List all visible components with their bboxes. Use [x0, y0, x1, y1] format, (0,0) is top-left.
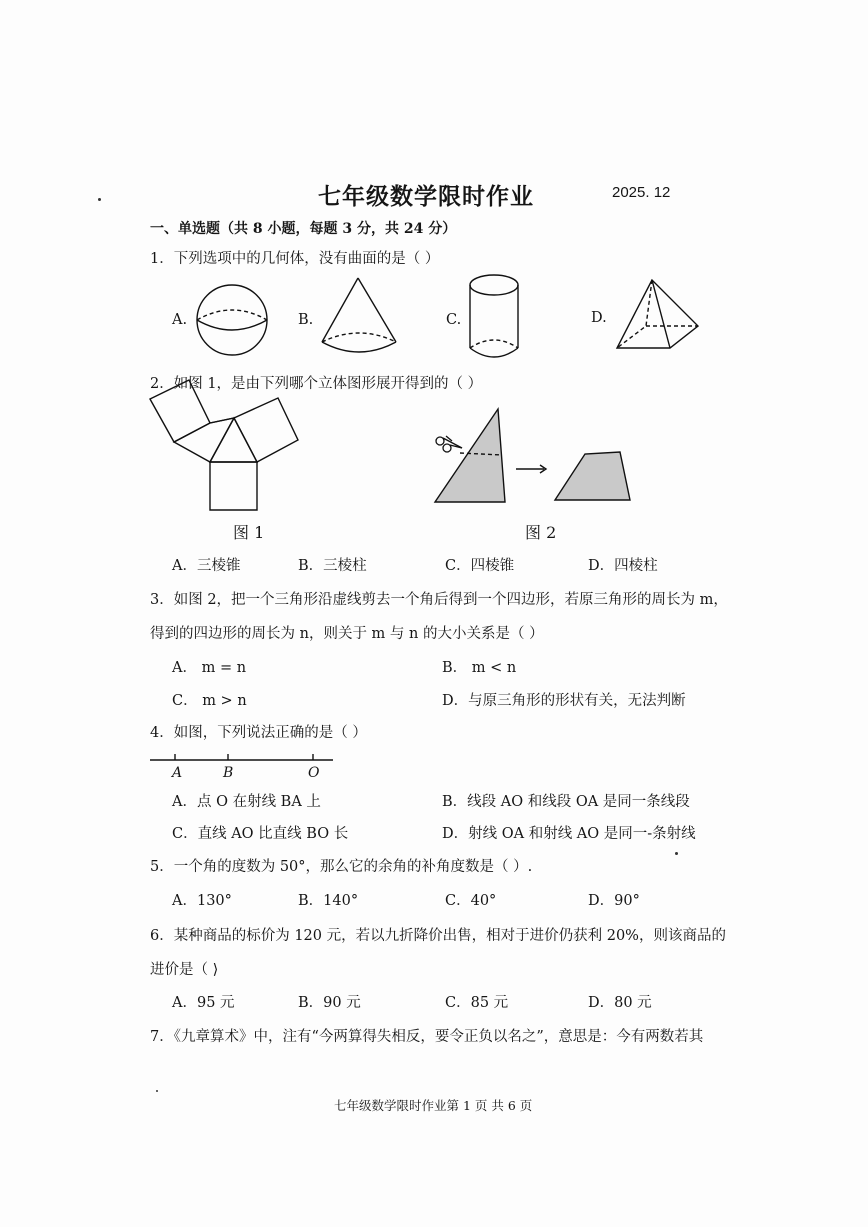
q6-option-a: A．95 元: [172, 995, 235, 1011]
q3-option-c: C． m > n: [172, 693, 247, 709]
fig2-caption: 图 2: [525, 523, 557, 542]
q5-option-b: B．140°: [298, 893, 359, 909]
q3-option-b: B． m < n: [442, 660, 517, 676]
q1-option-c: C.: [446, 312, 462, 328]
q6-stem-line1: 6．某种商品的标价为 120 元，若以九折降价出售，相对于进价仍获利 20%，则该商品的: [150, 928, 726, 944]
q6-option-d: D．80 元: [588, 995, 652, 1011]
point-b-label: B: [223, 765, 234, 781]
q4-option-d: D．射线 OA 和射线 AO 是同一-条射线: [442, 826, 696, 842]
q3-option-a: A． m = n: [172, 660, 247, 676]
section-heading: 一、单选题（共 8 小题，每题 3 分，共 24 分）: [150, 221, 457, 237]
fig1-caption: 图 1: [233, 523, 265, 542]
q1-option-a: A.: [172, 312, 188, 328]
scan-speck: [675, 852, 678, 855]
q2-option-d: D．四棱柱: [588, 558, 658, 574]
point-a-label: A: [172, 765, 183, 781]
q5-option-a: A．130°: [172, 893, 232, 909]
page-footer: 七年级数学限时作业第 1 页 共 6 页: [334, 1098, 533, 1113]
q6-option-c: C．85 元: [445, 995, 509, 1011]
q2-stem: 2．如图 1，是由下列哪个立体图形展开得到的（ ）: [150, 376, 483, 392]
number-line: [150, 754, 333, 760]
q4-option-b: B．线段 AO 和线段 OA 是同一条线段: [442, 794, 690, 810]
q2-option-a: A．三棱锥: [172, 558, 241, 574]
q1-option-b: B.: [298, 312, 314, 328]
scan-speck: [156, 1090, 158, 1092]
date-label: 2025. 12: [612, 184, 671, 201]
q1-option-d: D.: [591, 310, 607, 326]
cylinder-figure: [470, 275, 518, 357]
cone-figure: [322, 278, 396, 352]
q2-option-c: C．四棱锥: [445, 558, 515, 574]
q3-stem-line2: 得到的四边形的周长为 n，则关于 m 与 n 的大小关系是（ ）: [150, 626, 544, 642]
scissors-icon: [436, 436, 462, 452]
sphere-figure: [197, 285, 267, 355]
pyramid-figure: [617, 280, 698, 348]
q7-stem: 7．《九章算术》中，注有“今两算得失相反，要令正负以名之”，意思是：今有两数若其: [150, 1029, 704, 1045]
q5-stem: 5．一个角的度数为 50°，那么它的余角的补角度数是（ ）.: [150, 859, 533, 875]
scan-speck: [98, 198, 101, 201]
q4-option-a: A．点 O 在射线 BA 上: [172, 794, 321, 810]
net-figure-1: [150, 380, 298, 510]
q6-stem-line2: 进价是（ ⟩: [150, 962, 219, 978]
point-o-label: O: [308, 765, 320, 781]
page-title: 七年级数学限时作业: [318, 184, 534, 210]
q4-option-c: C．直线 AO 比直线 BO 长: [172, 826, 349, 842]
q3-stem-line1: 3．如图 2，把一个三角形沿虚线剪去一个角后得到一个四边形，若原三角形的周长为 m，: [150, 592, 728, 608]
q5-option-d: D．90°: [588, 893, 640, 909]
q2-option-b: B．三棱柱: [298, 558, 367, 574]
q6-option-b: B．90 元: [298, 995, 361, 1011]
cut-figure-2: [435, 409, 630, 502]
q1-stem: 1．下列选项中的几何体，没有曲面的是（ ）: [150, 251, 440, 267]
q4-stem: 4．如图，下列说法正确的是（ ）: [150, 725, 367, 741]
q5-option-c: C．40°: [445, 893, 497, 909]
q3-option-d: D．与原三角形的形状有关，无法判断: [442, 693, 686, 709]
